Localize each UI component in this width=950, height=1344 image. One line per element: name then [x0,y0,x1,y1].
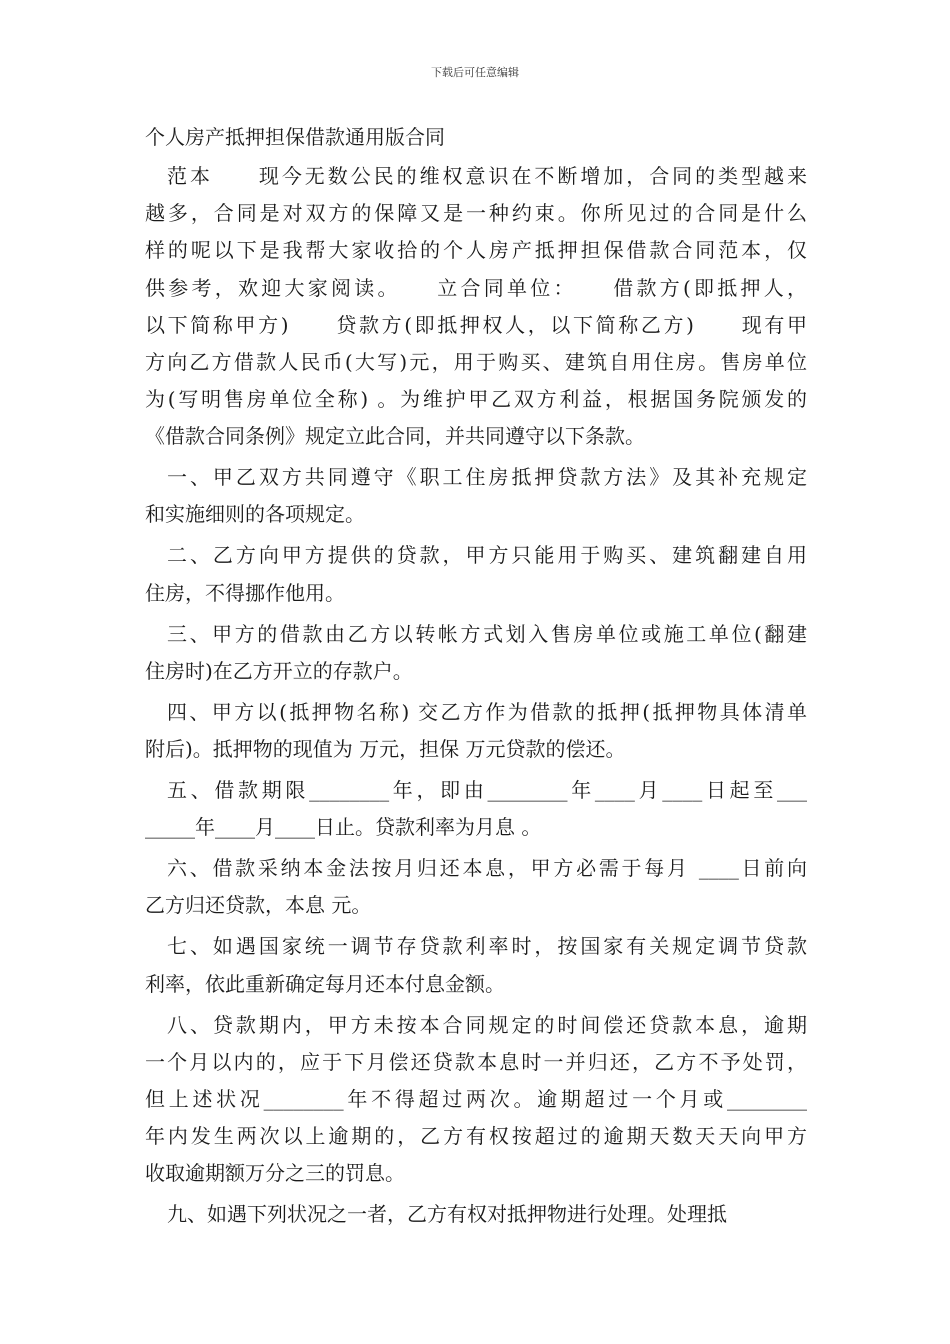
paragraph [145,1007,807,1193]
paragraph-line: 二、乙方向甲方提供的贷款，甲方只能用于购买、建筑翻建自用 [167,543,807,568]
paragraph-line: 和实施细则的各项规定。 [145,502,365,527]
paragraph-line: 《借款合同条例》规定立此合同，并共同遵守以下条款。 [145,424,645,449]
document-body [145,122,807,1233]
paragraph-line: 住房时)在乙方开立的存款户。 [145,658,413,683]
paragraph [145,1196,807,1233]
paragraph-line: 方向乙方借款人民币(大写)元，用于购买、建筑自用住房。售房单位 [145,349,807,374]
paragraph-line: 四、甲方以(抵押物名称) 交乙方作为借款的抵押(抵押物具体清单 [167,699,807,724]
paragraph [145,772,807,846]
paragraph-line: 为(写明售房单位全称) 。为维护甲乙双方利益，根据国务院颁发的 [145,387,807,412]
paragraph [145,850,807,924]
paragraph-line: 六、借款采纳本金法按月归还本息，甲方必需于每月 ____日前向 [167,856,807,881]
document-paragraphs [145,158,807,1233]
paragraph-line: 但上述状况________年不得超过两次。逾期超过一个月或________ [145,1086,807,1111]
paragraph [145,158,807,456]
paragraph-line: 越多，合同是对双方的保障又是一种约束。你所见过的合同是什么 [145,201,807,226]
paragraph-line: 八、贷款期内，甲方未按本合同规定的时间偿还贷款本息，逾期 [167,1012,807,1037]
paragraph-line: 供参考，欢迎大家阅读。 立合同单位： 借款方(即抵押人， [145,275,807,300]
paragraph-line: 样的呢以下是我帮大家收拾的个人房产抵押担保借款合同范本，仅 [145,238,807,263]
paragraph [145,928,807,1002]
paragraph-line: _____年____月____日止。贷款利率为月息 。 [145,815,542,840]
paragraph [145,616,807,690]
paragraph-line: 一、甲乙双方共同遵守《职工住房抵押贷款方法》及其补充规定 [167,465,807,490]
paragraph-line: 住房，不得挪作他用。 [145,580,345,605]
paragraph [145,459,807,533]
paragraph-line: 范本 现今无数公民的维权意识在不断增加，合同的类型越来 [167,164,807,188]
paragraph-line: 九、如遇下列状况之一者，乙方有权对抵押物进行处理。处理抵 [167,1202,727,1227]
paragraph-line: 七、如遇国家统一调节存贷款利率时，按国家有关规定调节贷款 [167,934,807,959]
paragraph [145,537,807,611]
page-header-note: 下载后可任意编辑 [431,66,519,79]
paragraph-line: 附后)。抵押物的现值为 万元，担保 万元贷款的偿还。 [145,737,626,761]
paragraph-line: 五、借款期限________年，即由________年____月____日起至___ [167,777,807,802]
paragraph-line: 收取逾期额万分之三的罚息。 [145,1161,405,1186]
paragraph [145,694,807,768]
paragraph-line: 乙方归还贷款，本息 元。 [145,893,372,918]
paragraph-line: 三、甲方的借款由乙方以转帐方式划入售房单位或施工单位(翻建 [167,621,807,646]
paragraph-line: 以下简称甲方) 贷款方(即抵押权人，以下简称乙方) 现有甲 [145,312,807,337]
paragraph-line: 一个月以内的，应于下月偿还贷款本息时一并归还，乙方不予处罚， [145,1049,807,1074]
paragraph-line: 利率，依此重新确定每月还本付息金额。 [145,971,505,996]
document-title: 个人房产抵押担保借款通用版合同 [145,125,445,149]
paragraph-line: 年内发生两次以上逾期的，乙方有权按超过的逾期天数天天向甲方 [145,1124,807,1149]
